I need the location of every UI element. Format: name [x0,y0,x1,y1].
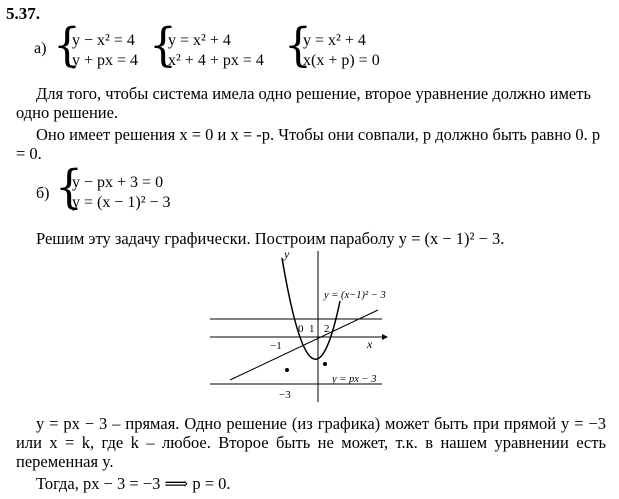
paragraph-2: Оно имеет решения x = 0 и x = -p. Чтобы они совпали, p должно быть равно 0. p = 0. [16,125,601,163]
tick-label: −1 [270,340,282,352]
x-arrow-icon [382,334,388,340]
graph [200,246,390,406]
equation: y = x² + 4 [168,32,231,49]
part-a-label: а) [34,40,47,57]
paragraph-3: Решим эту задачу графически. Построим параболу y = (x − 1)² − 3. [36,229,505,248]
line-label: y = px − 3 [332,374,377,385]
equation: x(x + p) = 0 [303,52,380,69]
problem-number: 5.37. [6,4,40,23]
intersection-point [323,362,327,366]
tick-label: 1 [309,323,315,335]
system-a-1 [72,31,138,71]
tick-label: 2 [324,323,330,335]
tick-label: 0 [298,323,304,335]
brace-icon: { [149,18,177,73]
equation: y − x² = 4 [72,32,135,49]
parabola-label: y = (x−1)² − 3 [324,290,386,301]
paragraph-5: Тогда, px − 3 = −3 ⟹ p = 0. [36,474,231,493]
intersection-point [285,368,289,372]
equation: y = (x − 1)² − 3 [72,194,171,211]
paragraph-1: Для того, чтобы система имела одно решение, второе уравнение должно иметь одно решение. [16,84,591,122]
equation: y + px = 4 [72,52,139,69]
y-axis-label: y [284,247,290,261]
brace-icon: { [284,18,312,73]
brace-icon: { [53,18,81,73]
system-b [72,173,171,213]
equation: y = x² + 4 [303,32,366,49]
tick-label: −3 [279,389,291,401]
brace-icon: { [55,160,83,215]
paragraph-4: y = px − 3 – прямая. Одно решение (из графика) может быть при прямой y = −3 или x = k, где k – любое. Второе быть не может, т.к. в нашем уравнении есть переменная y. [16,414,606,471]
part-b-label: б) [36,185,50,202]
equation: x² + 4 + px = 4 [168,52,264,69]
system-a-3 [303,31,380,71]
line-y-px-3 [230,310,378,380]
system-a-2 [168,31,264,71]
x-axis-label: x [367,337,373,351]
parabola [282,258,340,359]
equation: y − px + 3 = 0 [72,174,164,191]
